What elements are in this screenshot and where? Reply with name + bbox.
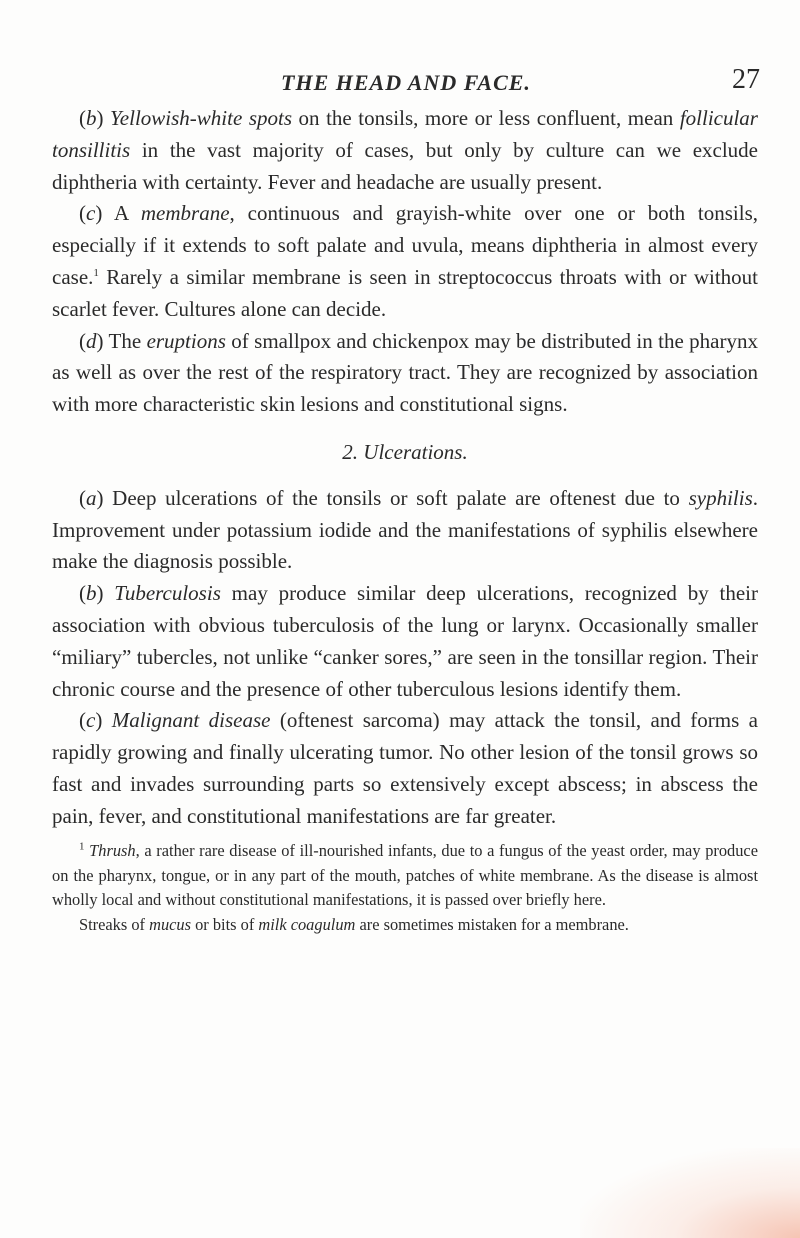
running-head: THE HEAD AND FACE. [281,70,531,95]
term-syphilis: syphilis [688,485,753,510]
paragraph-c: (c) A membrane, continuous and grayish-white over one or both tonsils, especially if it extends to soft palate and uvula, means diphtheria in almost every case.$^1$ Rarely a similar membrane is seen in streptococcus throats with or without scarlet fever. Cultures alone can decide. [52,201,759,321]
footnote [52,839,758,937]
footnote-paragraph-2: Streaks of mucus or bits of milk coagulum are sometimes mistaken for a membrane. [79,914,629,934]
term-milk-coagulum: milk coagulum [258,914,356,934]
section-heading: 2. Ulcerations. [342,439,468,464]
footnote-paragraph-1: $^1$ Thrush, a rather rare disease of ill-nourished infants, due to a fungus of the yeast order, may produce on the pharynx, tongue, or in any part of the mouth, patches of white membrane. As the disease is almost wholly local and without constitutional manifestations, it is passed over briefly here. [52,840,758,910]
footnote-number: 1 [79,840,85,853]
page-header [52,64,760,104]
ulceration-b: (b) Tuberculosis may produce similar deep ulcerations, recognized by their association with obvious tuberculosis of the lung or larynx. Occasionally smaller “miliary” tubercles, not unlike “canker sores,” are seen in the tonsillar region. Their chronic course and the presence of other tuberculous lesions identify them. [52,581,758,701]
term-mucus: mucus [149,914,191,934]
term-malignant-disease: Malignant disease [111,708,271,733]
term-membrane: membrane [140,201,230,226]
page-number: 27 [732,64,760,95]
ulceration-a: (a) Deep ulcerations of the tonsils or soft palate are oftenest due to syphilis. Improvement under potassium iodide and the manifestations of syphilis elsewhere make the diagnosis possible. [52,485,758,574]
paragraph-b: (b) Yellowish-white spots on the tonsils, more or less confluent, mean follicular tonsillitis in the vast majority of cases, but only by culture can we exclude diphtheria with certainty. Fever and headache are usually present. [52,106,758,194]
term-yellowish-white-spots: Yellowish-white spots [110,106,293,130]
term-eruptions: eruptions [146,328,226,353]
term-thrush: Thrush [89,841,136,860]
body-text [52,103,758,833]
paragraph-d: (d) The eruptions of smallpox and chickenpox may be distributed in the pharynx as well as over the rest of the respiratory tract. They are recognized by association with more characteristic skin lesions and constitutional signs. [52,328,758,417]
term-follicular-tonsillitis: follicular tonsillitis [52,106,758,162]
footnote-ref: 1 [93,266,99,279]
paper-stain [580,1148,800,1238]
ulceration-c: (c) Malignant disease (oftenest sarcoma) may attack the tonsil, and forms a rapidly growing and finally ulcerating tumor. No other lesion of the tonsil grows so fast and invades surrounding parts so extensively except abscess; in abscess the pain, fever, and constitutional manifestations are far greater. [52,708,758,828]
term-tuberculosis: Tuberculosis [114,581,221,606]
